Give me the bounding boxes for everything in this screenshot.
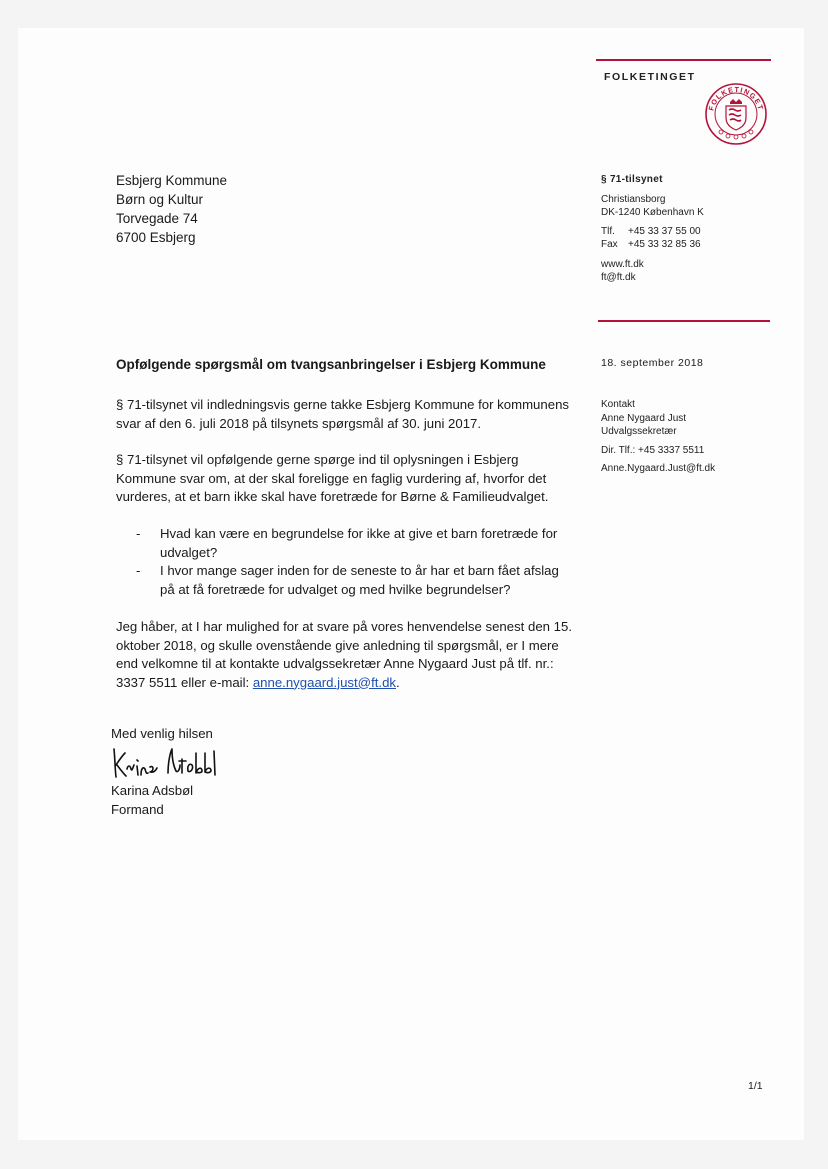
contact-label: Kontakt bbox=[601, 399, 635, 410]
question-text: I hvor mange sager inden for de seneste to år har et barn fået afslag på at få foretræde for udvalget og med hvilke begrundelser? bbox=[160, 563, 559, 597]
sender-fax bbox=[601, 238, 704, 252]
letter-date: 18. september 2018 bbox=[601, 357, 704, 369]
contact-phone: Dir. Tlf.: +45 3337 5511 bbox=[601, 444, 705, 456]
signatory-name: Karina Adsbøl bbox=[111, 783, 194, 798]
sender-web: www.ft.dk bbox=[601, 258, 644, 270]
sender-email: ft@ft.dk bbox=[601, 272, 636, 283]
sender-divider bbox=[598, 320, 770, 322]
recipient-line: Esbjerg Kommune bbox=[116, 173, 228, 188]
contact-role: Udvalgssekretær bbox=[601, 426, 677, 437]
contact-email: Anne.Nygaard.Just@ft.dk bbox=[601, 463, 716, 474]
letter-subject: Opfølgende spørgsmål om tvangsanbringelser i Esbjerg Kommune bbox=[116, 357, 546, 372]
fax-value: +45 33 32 85 36 bbox=[628, 239, 701, 250]
sender-address-line: DK-1240 København K bbox=[601, 207, 704, 218]
seal-lettering: FOLKETINGET bbox=[706, 84, 766, 112]
contact-block bbox=[601, 398, 715, 476]
sender-address-line: Christiansborg bbox=[601, 193, 666, 205]
list-item bbox=[136, 525, 576, 562]
recipient-line: Børn og Kultur bbox=[116, 192, 204, 207]
fax-label: Fax bbox=[601, 239, 618, 250]
page-number: 1/1 bbox=[748, 1080, 763, 1092]
bullet-marker: - bbox=[136, 563, 141, 578]
paragraph-thanks: § 71-tilsynet vil indledningsvis gerne takke Esbjerg Kommune for kommunens svar af den 6. juli 2018 på tilsynets spørgsmål af 30. juni 2017. bbox=[116, 397, 569, 431]
recipient-line: 6700 Esbjerg bbox=[116, 230, 196, 245]
paragraph-request bbox=[116, 618, 576, 692]
question-text: Hvad kan være en begrundelse for ikke at give et barn foretræde for udvalget? bbox=[160, 526, 558, 560]
recipient-line: Torvegade 74 bbox=[116, 211, 198, 226]
email-link[interactable]: anne.nygaard.just@ft.dk bbox=[252, 674, 396, 690]
sender-phone bbox=[601, 225, 704, 239]
sender-department: § 71-tilsynet bbox=[601, 174, 663, 185]
request-text: Jeg håber, at I har mulighed for at svare på vores henvendelse senest den 15. oktober 2018, og skulle ovenstående give anledning til spørgsmål, er I mere end velkomne til at kontakte udvalgssekretær Anne Nygaard Just på tlf. nr.: 3337 5511 eller e-mail: bbox=[116, 619, 572, 690]
sender-block bbox=[601, 173, 704, 285]
phone-label: Tlf. bbox=[601, 225, 615, 237]
folketinget-seal-logo bbox=[704, 82, 768, 146]
recipient-address bbox=[116, 171, 227, 247]
handwritten-signature bbox=[110, 745, 220, 781]
svg-text:FOLKETINGET bbox=[706, 85, 765, 112]
contact-name: Anne Nygaard Just bbox=[601, 412, 687, 424]
closing: Med venlig hilsen bbox=[111, 726, 213, 741]
paragraph-question-intro: § 71-tilsynet vil opfølgende gerne spørge ind til oplysningen i Esbjerg Kommune svar om, at der skal foreligge en faglig vurdering af, hvorfor det vurderes, at et barn ikke skal have foretræde for Børne & Familieudvalget. bbox=[116, 452, 549, 504]
signatory bbox=[111, 781, 193, 819]
bullet-marker: - bbox=[136, 526, 141, 541]
header-rule bbox=[596, 59, 771, 61]
list-item bbox=[136, 562, 576, 599]
question-list bbox=[136, 525, 576, 599]
organization-name: FOLKETINGET bbox=[604, 71, 696, 83]
signatory-title: Formand bbox=[111, 802, 164, 817]
request-end: . bbox=[396, 674, 400, 690]
phone-value: +45 33 37 55 00 bbox=[628, 225, 701, 237]
